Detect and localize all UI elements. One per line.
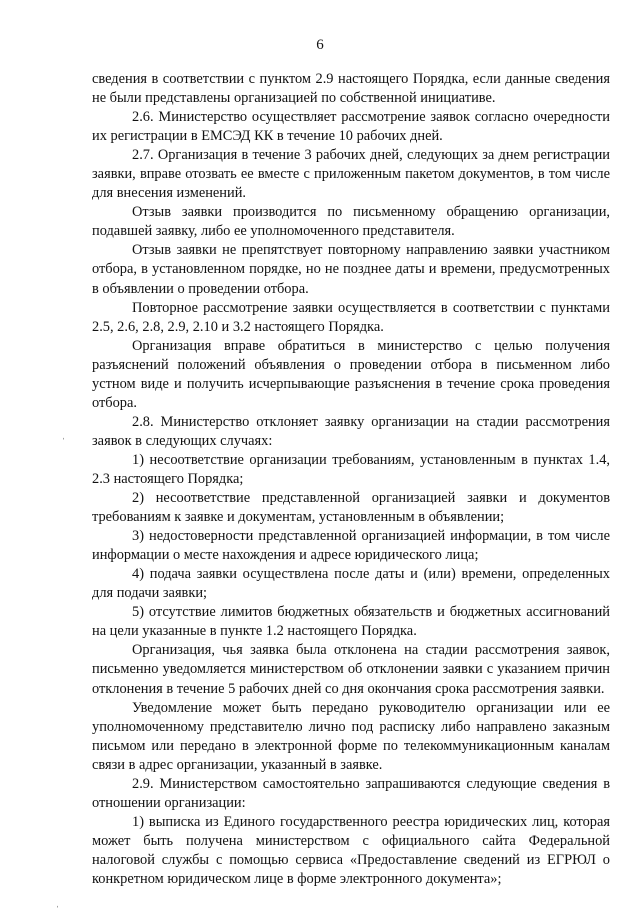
list-item-request-1: 1) выписка из Единого государственного реестра юридических лиц, которая может быть получена министерством с официального сайта Федеральной налоговой службы с помощью сервиса «Предоставление сведений из ЕГРЮЛ о конкретном юридическом лице в форме электронного документа»; <box>92 813 610 887</box>
paragraph-rejection-notice: Организация, чья заявка была отклонена на стадии рассмотрения заявок, письменно уведомляется министерством об отклонении заявки с указанием причин отклонения в течение 5 рабочих дней со дня окончания срока рассмотрения заявки. <box>92 642 610 697</box>
paragraph-2-7: 2.7. Организация в течение 3 рабочих дней, следующих за днем регистрации заявки, вправе отозвать ее вместе с приложенным пакетом документов, в том числе для внесения изменений. <box>92 147 610 202</box>
paragraph-2-9: 2.9. Министерством самостоятельно запрашиваются следующие сведения в отношении организации: <box>92 775 610 811</box>
paragraph-repeat-review: Повторное рассмотрение заявки осуществляется в соответствии с пунктами 2.5, 2.6, 2.8, 2.9, 2.10 и 3.2 настоящего Порядка. <box>92 299 610 335</box>
paragraph-2-6: 2.6. Министерство осуществляет рассмотрение заявок согласно очередности их регистрации в ЕМСЭД КК в течение 10 рабочих дней. <box>92 109 610 145</box>
paragraph-withdrawal-request: Отзыв заявки производится по письменному обращению организации, подавшей заявку, либо ее уполномоченного представителя. <box>92 204 610 240</box>
paragraph-notification-delivery: Уведомление может быть передано руководителю организации или ее уполномоченному представителю лично под расписку либо направлено заказным письмом или передано в электронной форме по телекоммуникационным каналам связи в адрес организации, указанный в заявке. <box>92 699 610 773</box>
paragraph-withdrawal-effect: Отзыв заявки не препятствует повторному направлению заявки участником отбора, в установленном порядке, но не позднее даты и времени, предусмотренных в объявлении о проведении отбора. <box>92 242 610 297</box>
list-item-rejection-2: 2) несоответствие представленной организацией заявки и документов требованиям к заявке и документам, установленным в объявлении; <box>92 490 610 526</box>
list-item-rejection-4: 4) подача заявки осуществлена после даты и (или) времени, определенных для подачи заявки; <box>92 566 610 602</box>
document-body <box>92 70 610 889</box>
list-item-rejection-1: 1) несоответствие организации требованиям, установленным в пунктах 1.4, 2.3 настоящего Порядка; <box>92 451 610 487</box>
scan-mark: ˌ <box>56 897 60 908</box>
paragraph-clarifications: Организация вправе обратиться в министерство с целью получения разъяснений положений объявления о проведении отбора в письменном либо устном виде и получить исчерпывающие разъяснения в течение срока проведения отбора. <box>92 337 610 411</box>
paragraph-2-8: 2.8. Министерство отклоняет заявку организации на стадии рассмотрения заявок в следующих случаях: <box>92 413 610 449</box>
paragraph-continuation: сведения в соответствии с пунктом 2.9 настоящего Порядка, если данные сведения не были представлены организацией по собственной инициативе. <box>92 71 610 107</box>
page-number: 6 <box>316 37 324 53</box>
list-item-rejection-5: 5) отсутствие лимитов бюджетных обязательств и бюджетных ассигнований на цели указанные в пункте 1.2 настоящего Порядка. <box>92 604 610 640</box>
list-item-rejection-3: 3) недостоверности представленной организацией информации, в том числе информации о месте нахождения и адресе юридического лица; <box>92 528 610 564</box>
scan-mark: ˌ <box>62 429 66 440</box>
